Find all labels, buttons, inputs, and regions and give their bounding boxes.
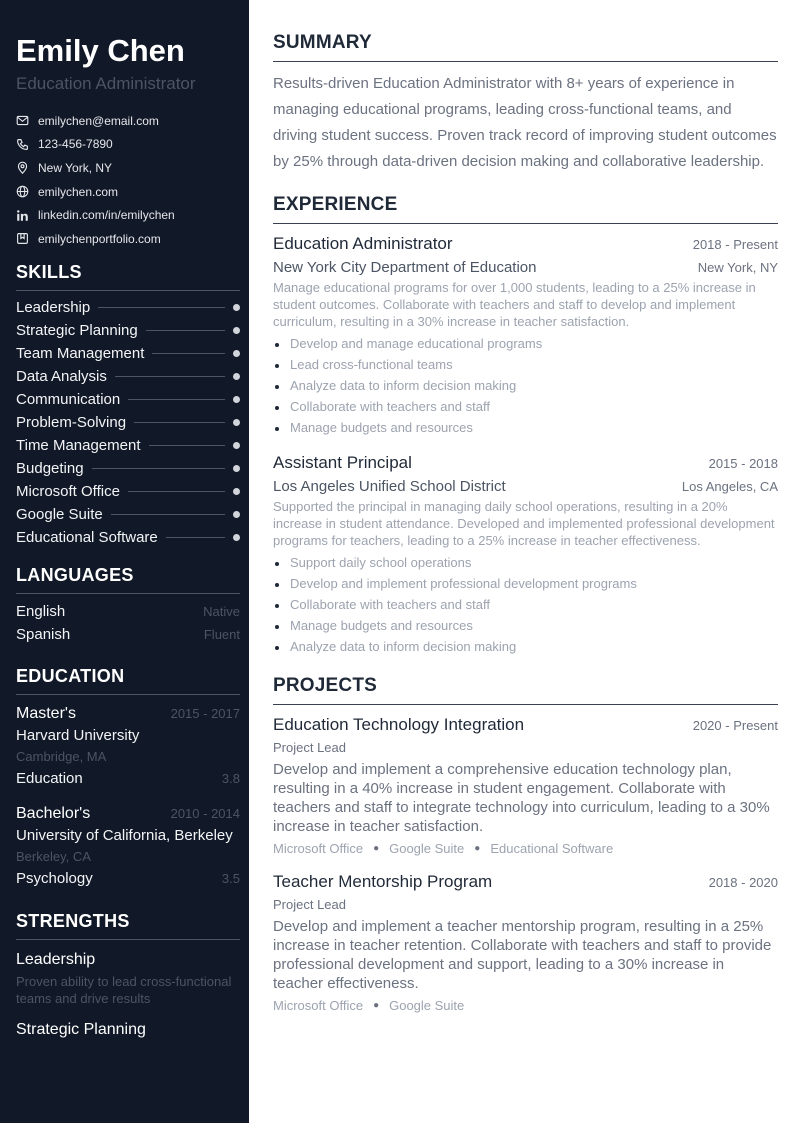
skill-item	[16, 388, 240, 411]
strength-item	[16, 949, 240, 1007]
skill-dot	[233, 304, 240, 311]
school: Harvard University	[16, 726, 140, 744]
skill-line	[111, 514, 225, 515]
skill-label: Team Management	[16, 344, 145, 362]
skill-line	[128, 399, 225, 400]
strength-item	[16, 1019, 240, 1041]
tech-separator-icon: ●	[373, 1000, 380, 1011]
strength-title: Strategic Planning	[16, 1020, 146, 1038]
job-bullets	[273, 333, 778, 438]
project-title: Teacher Mentorship Program	[273, 872, 493, 891]
experience-heading: EXPERIENCE	[273, 192, 778, 224]
skill-dot	[233, 534, 240, 541]
skill-dot	[233, 442, 240, 449]
contact-portfolio-text: emilychenportfolio.com	[38, 231, 161, 246]
contact-website[interactable]	[16, 180, 240, 204]
skill-label: Time Management	[16, 436, 141, 454]
skill-item	[16, 342, 240, 365]
job-location: New York, NY	[697, 260, 778, 275]
contact-website-text: emilychen.com	[38, 184, 119, 199]
skill-label: Problem-Solving	[16, 413, 127, 431]
school-location: Berkeley, CA	[16, 848, 91, 864]
job-bullet: Develop and manage educational programs	[273, 333, 778, 354]
company: New York City Department of Education	[273, 259, 537, 276]
education-years: 2015 - 2017	[170, 705, 240, 721]
skill-label: Communication	[16, 390, 121, 408]
contact-phone-text: 123-456-7890	[38, 137, 113, 152]
education-years: 2010 - 2014	[170, 805, 240, 821]
contact-portfolio[interactable]	[16, 227, 240, 251]
project-entry	[273, 714, 778, 859]
linkedin-icon	[16, 209, 29, 222]
contact-email-text: emilychen@email.com	[38, 113, 159, 128]
job-entry	[273, 233, 778, 438]
summary-text: Results-driven Education Administrator with 8+ years of experience in managing educational programs, leading cross-functional teams, and driving student success. Proven track record of improving student outcomes by 25% through data-driven decision making and collaborative leadership.	[273, 75, 777, 170]
skill-dot	[233, 327, 240, 334]
skill-line	[146, 330, 225, 331]
skill-item	[16, 411, 240, 434]
job-description: Manage educational programs for over 1,000 students, leading to a 25% increase in student outcomes. Collaborate with teachers and staff to develop and implement curriculum, resulting in a 30% increase in teacher satisfaction.	[273, 280, 756, 329]
job-bullet: Lead cross-functional teams	[273, 354, 778, 375]
job-location: Los Angeles, CA	[681, 479, 778, 494]
main-content	[273, 30, 778, 1016]
job-entry	[273, 452, 778, 657]
skill-label: Leadership	[16, 298, 91, 316]
job-bullet: Analyze data to inform decision making	[273, 636, 778, 657]
project-tech-list	[273, 996, 778, 1016]
gpa: 3.5	[221, 870, 240, 886]
project-description: Develop and implement a comprehensive education technology plan, resulting in a 40% increase in student engagement. Collaborate with teachers and staff to integrate technology into curriculum, leading to a 30% increase in teacher satisfaction.	[273, 761, 770, 835]
job-dates: 2018 - Present	[692, 237, 778, 252]
job-description: Supported the principal in managing daily school operations, resulting in a 20% increase in student attendance. Developed and implemented professional development programs for teachers, leading to a 25% increase in teacher effectiveness.	[273, 499, 775, 548]
school: University of California, Berkeley	[16, 826, 233, 844]
strength-description: Proven ability to lead cross-functional teams and drive results	[16, 973, 232, 1006]
candidate-name: Emily Chen	[16, 33, 185, 68]
skills-heading: SKILLS	[16, 260, 240, 291]
skill-line	[128, 491, 225, 492]
degree: Bachelor's	[16, 804, 91, 822]
skill-line	[115, 376, 225, 377]
project-entry	[273, 871, 778, 1016]
strengths-heading: STRENGTHS	[16, 909, 240, 940]
job-bullet: Manage budgets and resources	[273, 417, 778, 438]
language-item	[16, 623, 240, 646]
skill-dot	[233, 350, 240, 357]
skill-item	[16, 457, 240, 480]
phone-icon	[16, 138, 29, 151]
skill-line	[92, 468, 225, 469]
gpa: 3.8	[221, 770, 240, 786]
project-tech: Google Suite	[389, 841, 465, 856]
skill-item	[16, 480, 240, 503]
languages-heading: LANGUAGES	[16, 563, 240, 594]
projects-heading: PROJECTS	[273, 673, 778, 705]
contact-location-text: New York, NY	[38, 160, 113, 175]
contact-linkedin[interactable]	[16, 203, 240, 227]
skill-line	[134, 422, 225, 423]
mail-icon	[16, 114, 29, 127]
contact-email[interactable]	[16, 109, 240, 133]
contact-location	[16, 156, 240, 180]
skill-line	[98, 307, 225, 308]
sidebar	[0, 0, 249, 1123]
language-item	[16, 600, 240, 623]
skill-dot	[233, 396, 240, 403]
skill-label: Google Suite	[16, 505, 103, 523]
field-of-study: Psychology	[16, 869, 93, 887]
skill-label: Budgeting	[16, 459, 84, 477]
language-level: Fluent	[203, 626, 240, 642]
skill-label: Data Analysis	[16, 367, 107, 385]
skill-label: Strategic Planning	[16, 321, 138, 339]
language-name: Spanish	[16, 625, 71, 643]
languages-list	[16, 600, 240, 646]
skill-dot	[233, 488, 240, 495]
job-title: Assistant Principal	[273, 453, 412, 472]
degree: Master's	[16, 704, 76, 722]
language-level: Native	[203, 603, 240, 619]
job-bullets	[273, 552, 778, 657]
project-tech: Microsoft Office	[273, 998, 364, 1013]
contact-phone[interactable]	[16, 133, 240, 157]
skill-item	[16, 434, 240, 457]
language-name: English	[16, 602, 66, 620]
job-bullet: Support daily school operations	[273, 552, 778, 573]
skill-item	[16, 296, 240, 319]
project-role: Project Lead	[273, 740, 346, 755]
contact-linkedin-text: linkedin.com/in/emilychen	[38, 208, 175, 223]
company: Los Angeles Unified School District	[273, 478, 506, 495]
skill-dot	[233, 373, 240, 380]
location-pin-icon	[16, 161, 29, 174]
strength-title: Leadership	[16, 950, 96, 968]
education-item	[16, 803, 240, 891]
project-tech: Microsoft Office	[273, 841, 364, 856]
job-bullet: Collaborate with teachers and staff	[273, 594, 778, 615]
summary-heading: SUMMARY	[273, 30, 778, 62]
skill-item	[16, 365, 240, 388]
job-dates: 2015 - 2018	[708, 456, 778, 471]
skill-line	[149, 445, 226, 446]
portfolio-icon	[16, 232, 29, 245]
contact-list	[16, 109, 240, 251]
project-role: Project Lead	[273, 897, 346, 912]
job-bullet: Develop and implement professional development programs	[273, 573, 778, 594]
skill-label: Microsoft Office	[16, 482, 120, 500]
job-bullet: Analyze data to inform decision making	[273, 375, 778, 396]
project-tech-list	[273, 839, 778, 859]
tech-separator-icon: ●	[373, 843, 380, 854]
project-tech: Google Suite	[389, 998, 465, 1013]
project-description: Develop and implement a teacher mentorship program, resulting in a 25% increase in teacher retention. Collaborate with teachers and staff to provide professional development and support, leading to a 30% increase in teacher effectiveness.	[273, 918, 772, 992]
skill-item	[16, 503, 240, 526]
job-title: Education Administrator	[273, 234, 453, 253]
project-dates: 2020 - Present	[692, 718, 778, 733]
skill-item	[16, 526, 240, 549]
skill-line	[152, 353, 225, 354]
education-item	[16, 703, 240, 791]
job-bullet: Manage budgets and resources	[273, 615, 778, 636]
project-title: Education Technology Integration	[273, 715, 525, 734]
globe-icon	[16, 185, 29, 198]
tech-separator-icon: ●	[474, 843, 481, 854]
project-dates: 2018 - 2020	[708, 875, 778, 890]
education-heading: EDUCATION	[16, 664, 240, 695]
candidate-role: Education Administrator	[16, 74, 196, 93]
skill-dot	[233, 511, 240, 518]
project-tech: Educational Software	[490, 841, 614, 856]
skill-dot	[233, 465, 240, 472]
skills-list	[16, 296, 240, 549]
skill-dot	[233, 419, 240, 426]
field-of-study: Education	[16, 769, 83, 787]
skill-item	[16, 319, 240, 342]
skill-line	[166, 537, 225, 538]
skill-label: Educational Software	[16, 528, 158, 546]
job-bullet: Collaborate with teachers and staff	[273, 396, 778, 417]
school-location: Cambridge, MA	[16, 748, 107, 764]
